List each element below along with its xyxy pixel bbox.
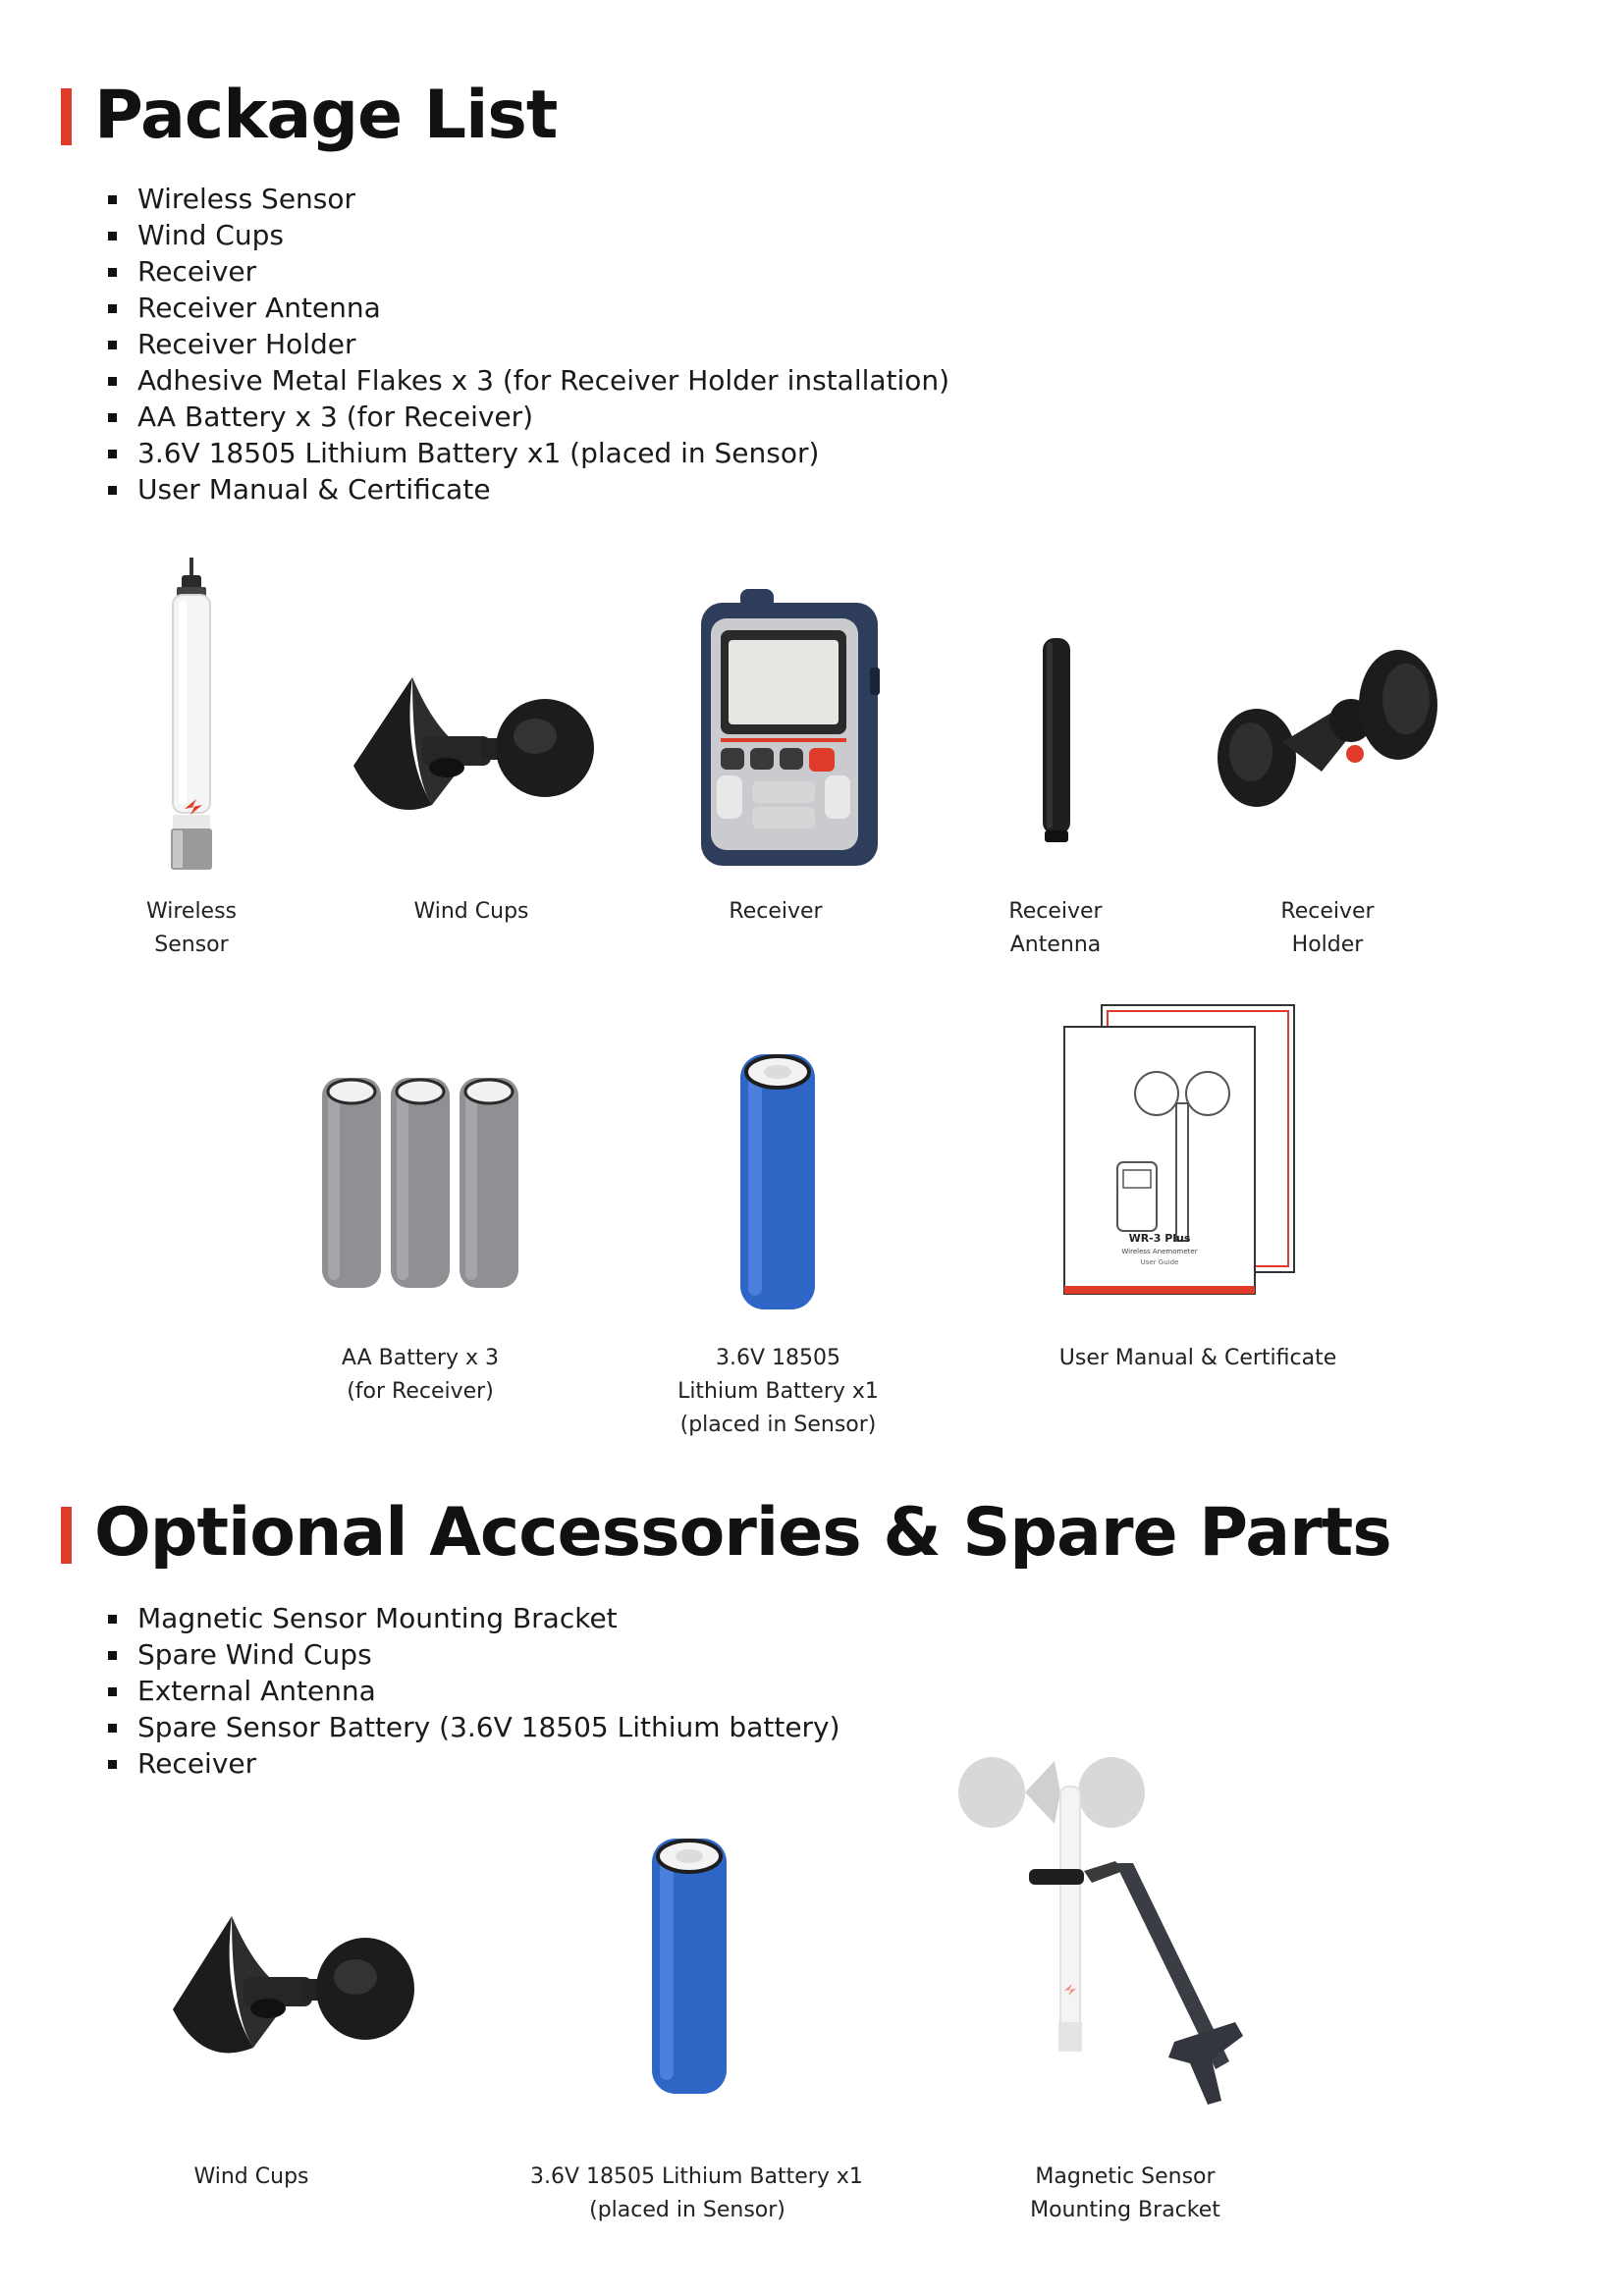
- caption-wireless-sensor: Wireless Sensor: [145, 899, 238, 957]
- list-item: Receiver Antenna: [108, 290, 949, 326]
- package-list-title: Package List: [94, 77, 558, 154]
- caption-receiver-antenna: Receiver Antenna: [1008, 899, 1103, 957]
- section-accent-bar: [61, 88, 72, 145]
- manual-model-text: WR-3 Plus: [1128, 1232, 1191, 1245]
- manual-doc-text: User Guide: [1140, 1258, 1179, 1266]
- list-item: Receiver Holder: [108, 326, 949, 362]
- list-item: Adhesive Metal Flakes x 3 (for Receiver Holder installation): [108, 362, 949, 399]
- mounting-bracket-image: [958, 1747, 1253, 2120]
- caption-receiver-holder: Receiver Holder: [1280, 899, 1375, 957]
- lithium-battery-image: [736, 1054, 819, 1311]
- receiver-holder-image: [1214, 644, 1439, 830]
- receiver-image: [697, 589, 884, 874]
- list-item: External Antenna: [108, 1673, 840, 1709]
- caption-spare-lithium-battery: 3.6V 18505 Lithium Battery x1 (placed in Sensor): [530, 2164, 863, 2222]
- caption-mounting-bracket: Magnetic Sensor Mounting Bracket: [1030, 2164, 1220, 2222]
- list-item: 3.6V 18505 Lithium Battery x1 (placed in Sensor): [108, 435, 949, 471]
- caption-spare-wind-cups: Wind Cups: [193, 2164, 309, 2189]
- list-item: Spare Sensor Battery (3.6V 18505 Lithium battery): [108, 1709, 840, 1745]
- caption-aa-battery: AA Battery x 3 (for Receiver): [341, 1346, 500, 1404]
- wireless-sensor-image: [157, 558, 226, 881]
- list-item: Wind Cups: [108, 217, 949, 253]
- spare-lithium-battery-image: [648, 1839, 731, 2096]
- list-item: Receiver: [108, 1745, 840, 1782]
- package-list: [108, 181, 949, 507]
- aa-batteries-image: [320, 1078, 520, 1290]
- list-item: User Manual & Certificate: [108, 471, 949, 507]
- list-item: Wireless Sensor: [108, 181, 949, 217]
- list-item: Magnetic Sensor Mounting Bracket: [108, 1600, 840, 1636]
- list-item: Receiver: [108, 253, 949, 290]
- caption-user-manual: User Manual & Certificate: [1058, 1346, 1337, 1370]
- optional-list: [108, 1600, 840, 1782]
- manual-subtitle-text: Wireless Anemometer: [1121, 1248, 1198, 1255]
- wind-cups-image: [344, 677, 599, 825]
- caption-receiver: Receiver: [729, 899, 823, 924]
- list-item: AA Battery x 3 (for Receiver): [108, 399, 949, 435]
- user-manual-image: [1062, 1005, 1298, 1300]
- section-accent-bar: [61, 1507, 72, 1564]
- optional-accessories-title: Optional Accessories & Spare Parts: [94, 1494, 1391, 1572]
- receiver-antenna-image: [1039, 638, 1074, 844]
- caption-wind-cups: Wind Cups: [413, 899, 529, 924]
- caption-lithium-battery: 3.6V 18505 Lithium Battery x1 (placed in Sensor): [677, 1346, 879, 1437]
- list-item: Spare Wind Cups: [108, 1636, 840, 1673]
- spare-wind-cups-image: [163, 1916, 418, 2068]
